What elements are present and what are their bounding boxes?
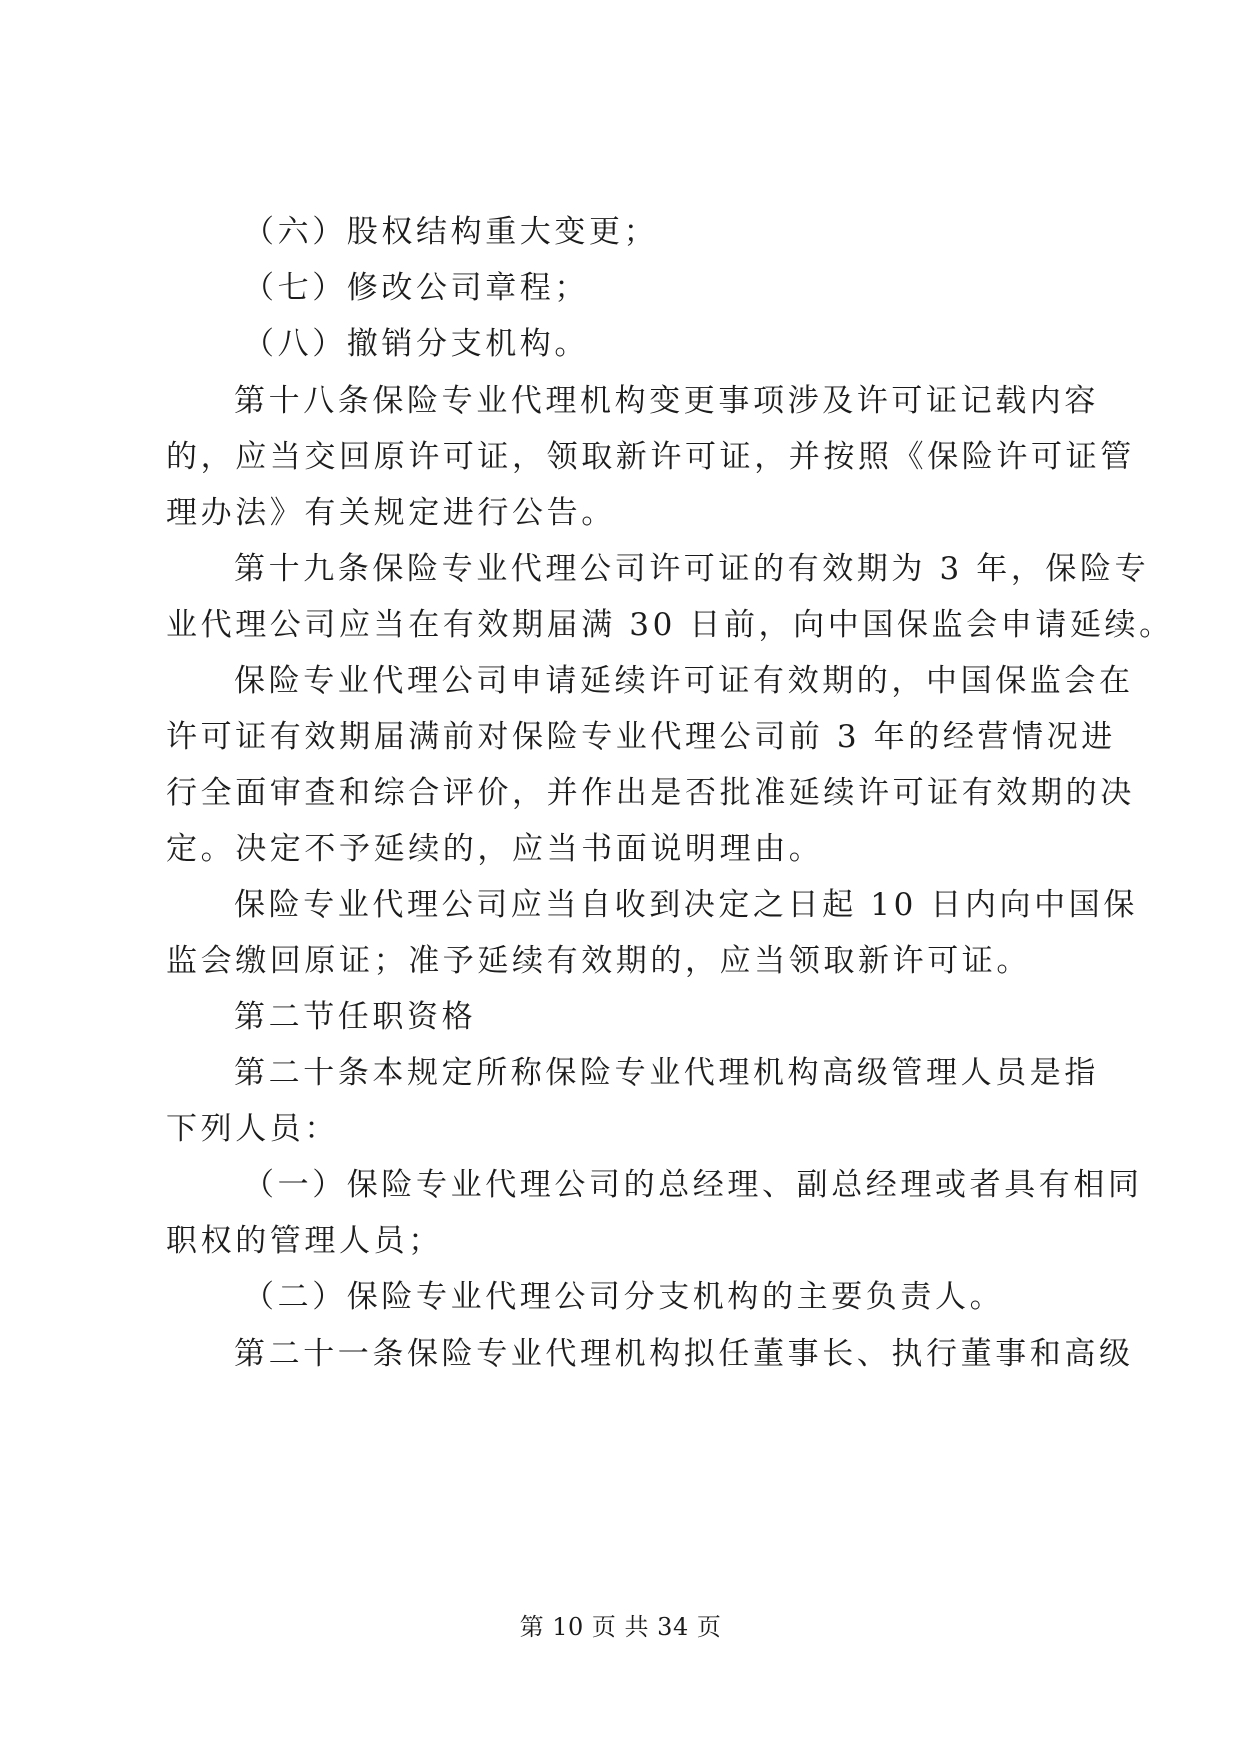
text-line: （六）股权结构重大变更； <box>243 214 659 250</box>
text-line: 定。决定不予延续的，应当书面说明理由。 <box>166 831 824 867</box>
text-line: 理办法》有关规定进行公告。 <box>166 495 616 531</box>
text-line: （七）修改公司章程； <box>243 270 589 306</box>
text-line: 的，应当交回原许可证，领取新许可证，并按照《保险许可证管 <box>166 439 1135 475</box>
text-line: 第十八条保险专业代理机构变更事项涉及许可证记载内容 <box>234 383 1099 419</box>
page-number: 第 10 页 共 34 页 <box>519 1613 722 1641</box>
text-line: 保险专业代理公司应当自收到决定之日起 10 日内向中国保 <box>234 887 1138 923</box>
text-line: 监会缴回原证；准予延续有效期的，应当领取新许可证。 <box>166 943 1031 979</box>
text-line: 第二十一条保险专业代理机构拟任董事长、执行董事和高级 <box>234 1336 1134 1372</box>
text-line: （八）撤销分支机构。 <box>243 326 589 362</box>
text-line: 第二十条本规定所称保险专业代理机构高级管理人员是指 <box>234 1055 1099 1091</box>
text-line: 第十九条保险专业代理公司许可证的有效期为 3 年，保险专 <box>234 551 1150 587</box>
text-line: 许可证有效期届满前对保险专业代理公司前 3 年的经营情况进 <box>166 719 1116 755</box>
text-line: （二）保险专业代理公司分支机构的主要负责人。 <box>243 1279 1005 1315</box>
text-line: 保险专业代理公司申请延续许可证有效期的，中国保监会在 <box>234 663 1134 699</box>
section-heading: 第二节任职资格 <box>234 999 477 1035</box>
text-line: （一）保险专业代理公司的总经理、副总经理或者具有相同 <box>243 1167 1143 1203</box>
text-line: 行全面审查和综合评价，并作出是否批准延续许可证有效期的决 <box>166 775 1135 811</box>
text-line: 职权的管理人员； <box>166 1223 443 1259</box>
text-line: 下列人员： <box>166 1111 339 1147</box>
text-line: 业代理公司应当在有效期届满 30 日前，向中国保监会申请延续。 <box>166 607 1174 643</box>
